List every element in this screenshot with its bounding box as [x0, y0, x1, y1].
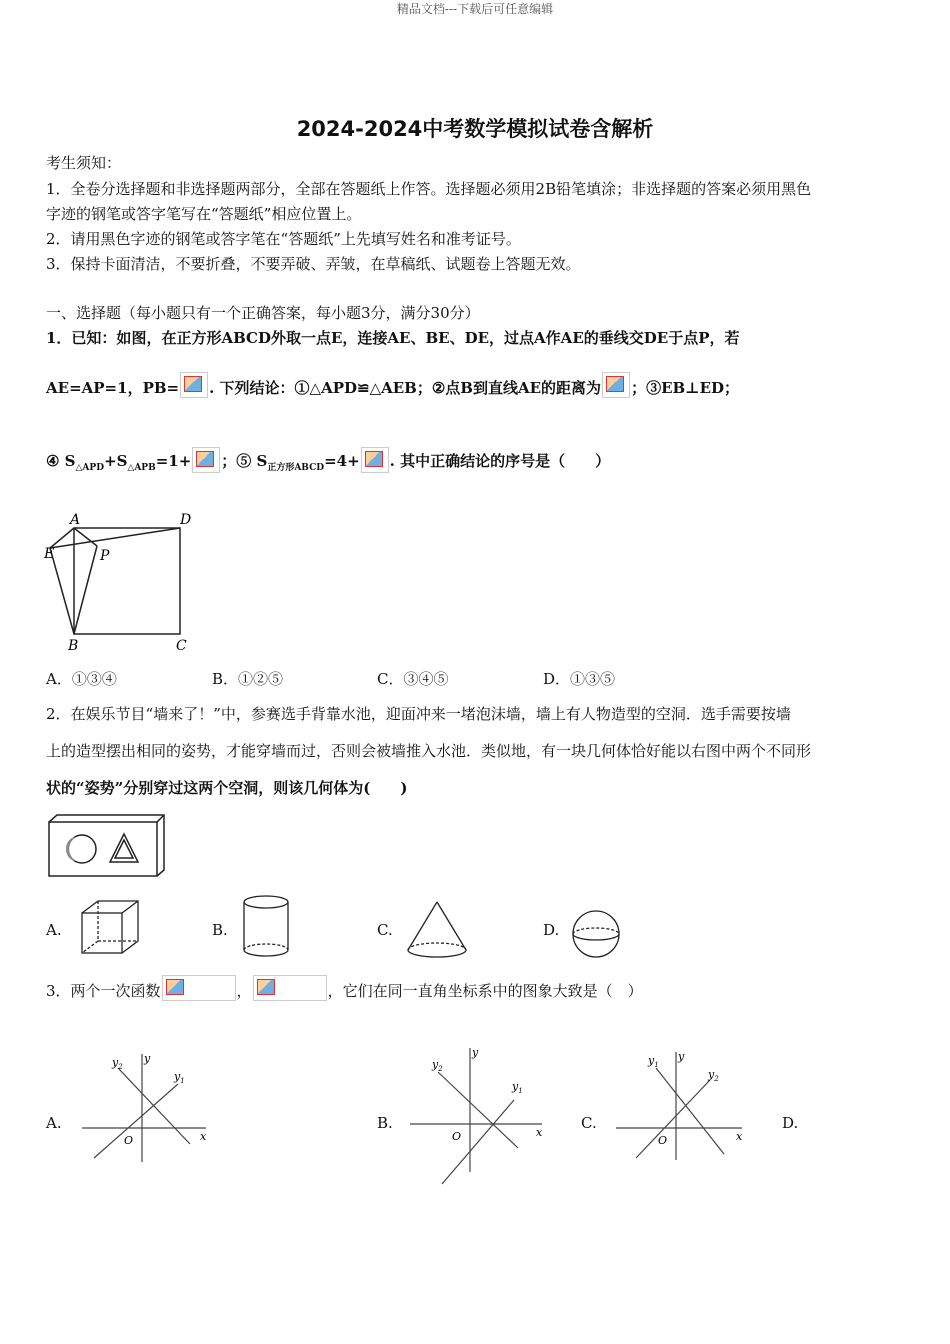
point-label: E: [44, 546, 55, 562]
cylinder-icon: [240, 892, 292, 962]
q1-option-c[interactable]: C．③④⑤: [377, 670, 449, 688]
q3-option-d[interactable]: D.: [782, 1114, 799, 1132]
q2-option-c[interactable]: C.: [377, 921, 393, 939]
line-label: $y_1$: [512, 1080, 523, 1095]
q1-text: AE=AP=1，PB=: [46, 379, 180, 397]
subscript: △APD: [75, 463, 104, 473]
cube-icon: [78, 897, 142, 959]
q1-text: ；③EB⊥ED；: [631, 379, 740, 397]
point-label: C: [176, 638, 187, 654]
q3-stem: [46, 975, 643, 1001]
q3-text: ，: [236, 982, 252, 1000]
q1-line1: 1．已知：如图，在正方形ABCD外取一点E，连接AE、BE、DE，过点A作AE的垂线交DE于点P，若: [46, 329, 740, 347]
page-header: 精品文档---下载后可任意编辑: [396, 2, 554, 16]
q1-line3: [46, 447, 610, 473]
square-figure: [40, 508, 210, 658]
formula-image: [361, 447, 389, 473]
q1-line2: [46, 372, 739, 398]
q3-option-a[interactable]: A.: [46, 1114, 62, 1132]
line-label: $y_1$: [174, 1070, 185, 1085]
q1-text: . 下列结论：①△APD≌△AEB；②点B到直线AE的距离为: [209, 379, 602, 397]
q3-option-b[interactable]: B.: [377, 1114, 393, 1132]
notice-heading: 考生须知：: [46, 154, 122, 172]
axis-label: y: [678, 1050, 685, 1063]
graph-b: [408, 1044, 556, 1186]
point-label: D: [180, 512, 192, 528]
page-title: 2024-2024中考数学模拟试卷含解析: [296, 117, 654, 141]
point-label: A: [70, 512, 81, 528]
q2-line: 上的造型摆出相同的姿势，才能穿墙而过，否则会被墙推入水池．类似地，有一块几何体恰好能以右图中两个不同形: [46, 742, 812, 760]
formula-image: [192, 447, 220, 473]
q2-option-a[interactable]: A.: [46, 921, 62, 939]
q2-line: 状的“姿势”分别穿过这两个空洞，则该几何体为( ): [46, 779, 408, 797]
axis-label: y: [144, 1052, 151, 1065]
line-label: $y_2$: [432, 1058, 443, 1073]
point-label: B: [68, 638, 79, 654]
axis-label: O: [124, 1134, 134, 1147]
graph-a: [80, 1048, 220, 1164]
formula-image: [162, 975, 236, 1001]
q1-text: ；⑤ S: [221, 452, 268, 470]
axis-label: O: [658, 1134, 668, 1147]
q1-text: +S: [104, 452, 128, 470]
q1-option-b[interactable]: B．①②⑤: [212, 670, 284, 688]
wall-figure: [46, 812, 166, 880]
notice-line: 2．请用黑色字迹的钢笔或答字笔在“答题纸”上先填写姓名和准考证号。: [46, 230, 521, 248]
formula-image: [602, 372, 630, 398]
q1-option-d[interactable]: D．①③⑤: [543, 670, 616, 688]
axis-label: x: [536, 1126, 543, 1139]
cone-icon: [404, 898, 470, 962]
subscript: 正方形ABCD: [267, 463, 325, 473]
q2-option-d[interactable]: D.: [543, 921, 560, 939]
axis-label: O: [452, 1130, 462, 1143]
q1-text: =1+: [155, 452, 192, 470]
q1-text: ④ S: [46, 452, 76, 470]
notice-line: 1．全卷分选择题和非选择题两部分，全部在答题纸上作答。选择题必须用2B铅笔填涂；非选择题的答案必须用黑色: [46, 180, 812, 198]
line-label: $y_2$: [112, 1056, 123, 1071]
q1-text: =4+: [324, 452, 360, 470]
subscript: △APB: [127, 463, 156, 473]
graph-c: [614, 1046, 754, 1164]
q3-text: ，它们在同一直角坐标系中的图象大致是（ ）: [327, 982, 643, 1000]
q3-text: 3．两个一次函数: [46, 982, 161, 1000]
axis-label: y: [472, 1046, 479, 1059]
section-heading: 一、选择题（每小题只有一个正确答案，每小题3分，满分30分）: [46, 304, 480, 322]
formula-image: [253, 975, 327, 1001]
sphere-icon: [570, 908, 624, 962]
notice-line: 字迹的钢笔或答字笔写在“答题纸”相应位置上。: [46, 205, 362, 223]
notice-line: 3．保持卡面清洁，不要折叠，不要弄破、弄皱，在草稿纸、试题卷上答题无效。: [46, 255, 581, 273]
q1-text: . 其中正确结论的序号是（ ）: [389, 452, 611, 470]
q2-option-b[interactable]: B.: [212, 921, 228, 939]
line-label: $y_1$: [648, 1054, 659, 1069]
axis-label: x: [736, 1130, 743, 1143]
q3-option-c[interactable]: C.: [581, 1114, 597, 1132]
q2-line: 2．在娱乐节目“墙来了！”中，参赛选手背靠水池，迎面冲来一堵泡沫墙，墙上有人物造型的空洞．选手需要按墙: [46, 705, 791, 723]
q1-option-a[interactable]: A．①③④: [46, 670, 117, 688]
point-label: P: [100, 548, 110, 564]
formula-image: [180, 372, 208, 398]
line-label: $y_2$: [708, 1068, 719, 1083]
axis-label: x: [200, 1130, 207, 1143]
